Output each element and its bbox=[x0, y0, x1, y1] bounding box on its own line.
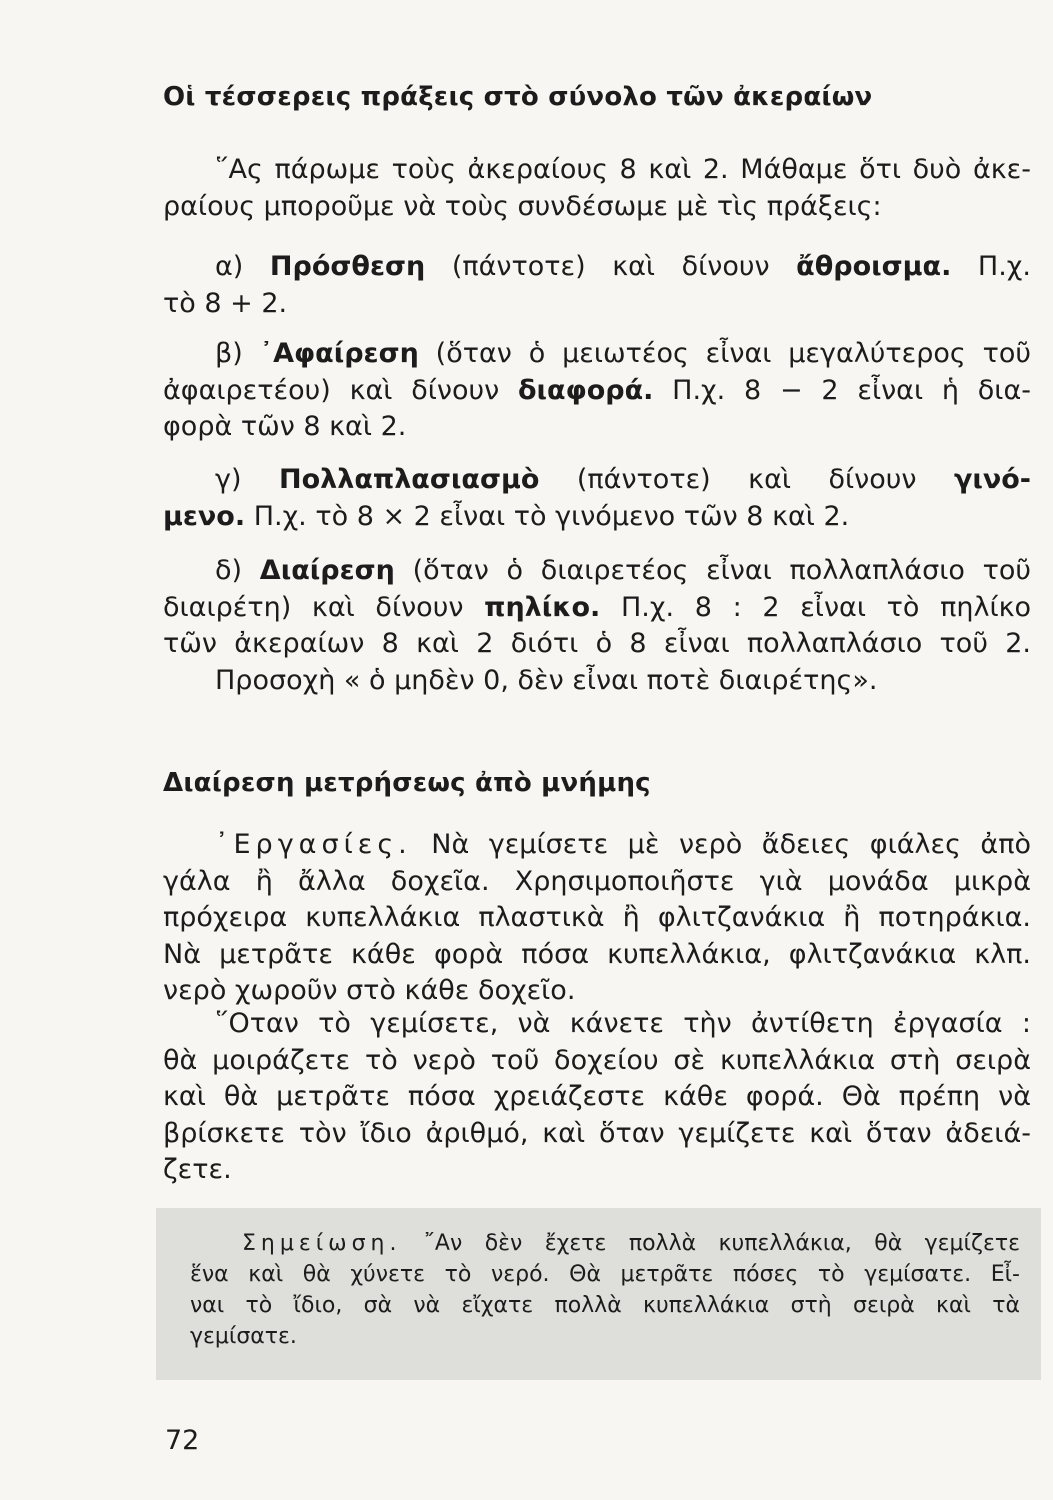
note-label: Σημείωση. bbox=[242, 1231, 402, 1256]
term-multiplication: Πολλαπλασιασμὸ bbox=[279, 464, 540, 495]
text-line: ναι τὸ ἴδιο, σὰ νὰ εἴχατε πολλὰ κυπελλάκια στὴ σειρὰ καὶ τὰ bbox=[190, 1293, 1020, 1318]
page-number: 72 bbox=[165, 1425, 200, 1456]
text-line: ῞Οταν τὸ γεμίσετε, νὰ κάνετε τὴν ἀντίθετη ἐργασία : bbox=[215, 1008, 1031, 1039]
reverse-task-paragraph bbox=[163, 1006, 1031, 1189]
tasks-paragraph bbox=[163, 827, 1031, 1010]
term-product: γινό- bbox=[953, 464, 1031, 495]
section-heading-division-by-measure: Διαίρεση μετρήσεως ἀπὸ μνήμης bbox=[163, 768, 651, 798]
text-line: Προσοχὴ « ὁ μηδὲν 0, δὲν εἶναι ποτὲ διαιρέτης». bbox=[215, 664, 878, 696]
section-heading-four-operations: Οἱ τέσσερεις πράξεις στὸ σύνολο τῶν ἀκεραίων bbox=[163, 82, 873, 112]
term-division: Διαίρεση bbox=[259, 555, 395, 586]
intro-paragraph bbox=[163, 152, 1031, 225]
term-addition: Πρόσθεση bbox=[269, 251, 426, 282]
division-paragraph bbox=[163, 553, 1031, 699]
text-line: τὸ 8 + 2. bbox=[163, 287, 288, 319]
note-paragraph bbox=[190, 1228, 1020, 1352]
term-subtraction: ᾿Αφαίρεση bbox=[259, 338, 419, 369]
term-difference: διαφορά. bbox=[517, 374, 654, 406]
text-line: ζετε. bbox=[163, 1154, 232, 1185]
text-line: ᾿Εργασίες. Νὰ γεμίσετε μὲ νερὸ ἄδειες φιάλες ἀπὸ bbox=[215, 829, 1031, 860]
text-line: θὰ μοιράζετε τὸ νερὸ τοῦ δοχείου σὲ κυπελλάκια στὴ σειρὰ bbox=[163, 1044, 1031, 1076]
text-line: Σημείωση. ῎Αν δὲν ἔχετε πολλὰ κυπελλάκια, θὰ γεμίζετε bbox=[242, 1231, 1020, 1256]
text-line: μενο. Π.χ. τὸ 8 × 2 εἶναι τὸ γινόμενο τῶν 8 καὶ 2. bbox=[163, 500, 850, 532]
text-line: δ) Διαίρεση (ὅταν ὁ διαιρετέος εἶναι πολλαπλάσιο τοῦ bbox=[215, 555, 1031, 586]
term-sum: ἄθροισμα. bbox=[796, 251, 952, 282]
addition-paragraph bbox=[163, 249, 1031, 322]
text-line: γάλα ἢ ἄλλα δοχεῖα. Χρησιμοποιῆστε γιὰ μονάδα μικρὰ bbox=[163, 865, 1031, 897]
term-quotient: πηλίκο. bbox=[484, 591, 601, 623]
text-line: βρίσκετε τὸν ἴδιο ἀριθμό, καὶ ὅταν γεμίζετε καὶ ὅταν ἀδειά- bbox=[163, 1117, 1031, 1149]
subtraction-paragraph bbox=[163, 336, 1031, 446]
text-line: γεμίσατε. bbox=[190, 1324, 297, 1349]
text-line: καὶ θὰ μετρᾶτε πόσα χρειάζεστε κάθε φορά. Θὰ πρέπη νὰ bbox=[163, 1081, 1031, 1112]
text-line: β) ᾿Αφαίρεση (ὅταν ὁ μειωτέος εἶναι μεγαλύτερος τοῦ bbox=[215, 338, 1031, 369]
text-line: α) Πρόσθεση (πάντοτε) καὶ δίνουν ἄθροισμα. Π.χ. bbox=[215, 251, 1031, 282]
text-line: φορὰ τῶν 8 καὶ 2. bbox=[163, 411, 407, 442]
text-line: πρόχειρα κυπελλάκια πλαστικὰ ἢ φλιτζανάκια ἢ ποτηράκια. bbox=[163, 902, 1031, 933]
text-line: ἀφαιρετέου) καὶ δίνουν διαφορά. Π.χ. 8 − 2 εἶναι ἡ δια- bbox=[163, 374, 1031, 406]
text-line: τῶν ἀκεραίων 8 καὶ 2 διότι ὁ 8 εἶναι πολλαπλάσιο τοῦ 2. bbox=[163, 628, 1031, 659]
text-line: Νὰ μετρᾶτε κάθε φορὰ πόσα κυπελλάκια, φλιτζανάκια κλπ. bbox=[163, 938, 1031, 970]
multiplication-paragraph bbox=[163, 462, 1031, 535]
text-line: ραίους μποροῦμε νὰ τοὺς συνδέσωμε μὲ τὶς πράξεις: bbox=[163, 190, 882, 222]
text-line: γ) Πολλαπλασιασμὸ (πάντοτε) καὶ δίνουν γινό- bbox=[215, 464, 1031, 495]
text-line: διαιρέτη) καὶ δίνουν πηλίκο. Π.χ. 8 : 2 εἶναι τὸ πηλίκο bbox=[163, 591, 1032, 623]
text-line: νερὸ χωροῦν στὸ κάθε δοχεῖο. bbox=[163, 975, 576, 1006]
text-line: ῞Ας πάρωμε τοὺς ἀκεραίους 8 καὶ 2. Μάθαμε ὅτι δυὸ ἀκε- bbox=[215, 154, 1031, 185]
tasks-label: ᾿Εργασίες. bbox=[215, 829, 412, 860]
text-line: ἕνα καὶ θὰ χύνετε τὸ νερό. Θὰ μετρᾶτε πόσες τὸ γεμίσατε. Εἶ- bbox=[190, 1262, 1020, 1287]
